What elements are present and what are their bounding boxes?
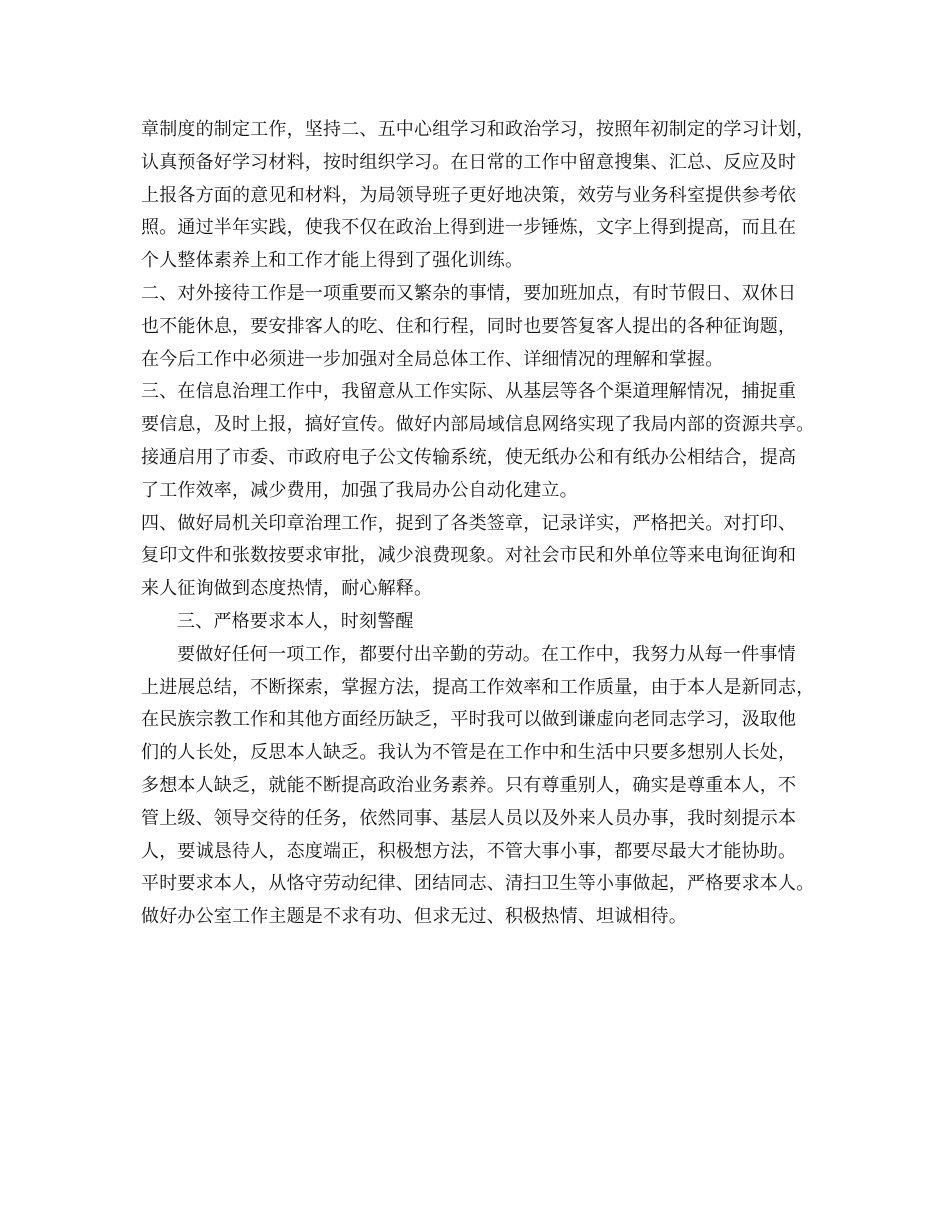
- text-line: 认真预备好学习材料，按时组织学习。在日常的工作中留意搜集、汇总、反应及时: [141, 151, 797, 173]
- text-line: 在民族宗教工作和其他方面经历缺乏，平时我可以做到谦虚向老同志学习，汲取他: [141, 709, 797, 731]
- text-line: 了工作效率，减少费用，加强了我局办公自动化建立。: [141, 479, 578, 501]
- text-line: 平时要求本人，从恪守劳动纪律、团结同志、清扫卫生等小事做起，严格要求本人。: [141, 873, 815, 895]
- text-line: 也不能休息，要安排客人的吃、住和行程，同时也要答复客人提出的各种征询题，: [141, 315, 797, 337]
- text-line: 二、对外接待工作是一项重要而又繁杂的事情，要加班加点，有时节假日、双休日: [141, 282, 797, 304]
- text-line: 要做好任何一项工作，都要付出辛勤的劳动。在工作中，我努力从每一件事情: [177, 643, 796, 665]
- text-line: 上报各方面的意见和材料，为局领导班子更好地决策，效劳与业务科室提供参考依: [141, 184, 797, 206]
- text-line: 要信息，及时上报，搞好宣传。做好内部局域信息网络实现了我局内部的资源共享。: [141, 414, 815, 436]
- text-line: 接通启用了市委、市政府电子公文传输系统，使无纸办公和有纸办公相结合，提高: [141, 446, 797, 468]
- text-line: 在今后工作中必须进一步加强对全局总体工作、详细情况的理解和掌握。: [141, 348, 724, 370]
- document-body: [141, 114, 841, 934]
- text-line: 复印文件和张数按要求审批，减少浪费现象。对社会市民和外单位等来电询征询和: [141, 545, 797, 567]
- text-line: 个人整体素养上和工作才能上得到了强化训练。: [141, 250, 524, 272]
- text-line: 照。通过半年实践，使我不仅在政治上得到进一步锤炼，文字上得到提高，而且在: [141, 217, 797, 239]
- text-line: 们的人长处，反思本人缺乏。我认为不管是在工作中和生活中只要多想别人长处，: [141, 742, 797, 764]
- text-line: 管上级、领导交待的任务，依然同事、基层人员以及外来人员办事，我时刻提示本: [141, 807, 797, 829]
- text-line: 多想本人缺乏，就能不断提高政治业务素养。只有尊重别人，确实是尊重本人，不: [141, 774, 797, 796]
- text-line: 人，要诚恳待人，态度端正，积极想方法，不管大事小事，都要尽最大才能协助。: [141, 840, 797, 862]
- text-line: 做好办公室工作主题是不求有功、但求无过、积极热情、坦诚相待。: [141, 906, 687, 928]
- text-line: 四、做好局机关印章治理工作，捉到了各类签章，记录详实，严格把关。对打印、: [141, 512, 797, 534]
- section-heading: 三、严格要求本人，时刻警醒: [177, 610, 414, 632]
- text-line: 来人征询做到态度热情，耐心解释。: [141, 578, 433, 600]
- text-line: 三、在信息治理工作中，我留意从工作实际、从基层等各个渠道理解情况，捕捉重: [141, 381, 797, 403]
- text-line: 上进展总结，不断探索，掌握方法，提高工作效率和工作质量，由于本人是新同志，: [141, 676, 815, 698]
- text-line: 章制度的制定工作，坚持二、五中心组学习和政治学习，按照年初制定的学习计划，: [141, 119, 815, 140]
